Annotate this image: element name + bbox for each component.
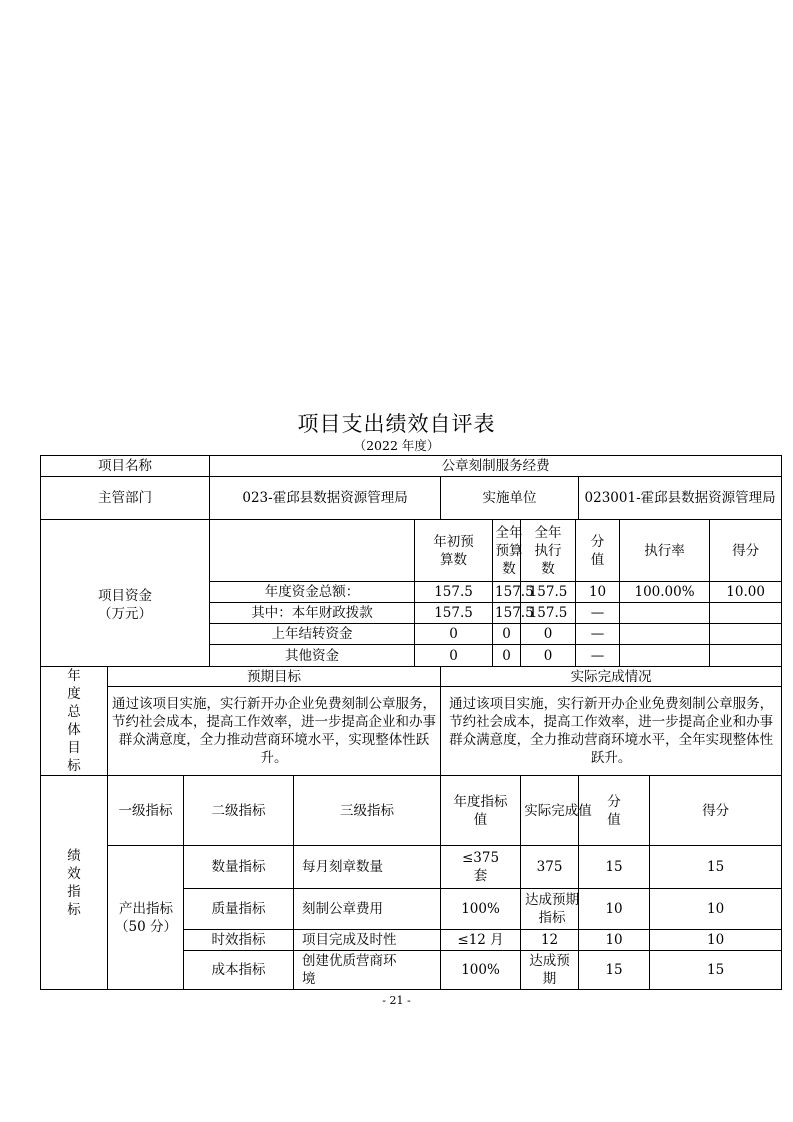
funds-rate-value: [620, 603, 710, 624]
funds-annual-value: 0: [493, 624, 521, 645]
form-subtitle: （2022 年度）: [353, 438, 440, 453]
ind-score-cell: 15: [650, 846, 782, 889]
level1-header: 一级指标: [108, 776, 184, 846]
level3-cell: 项目完成及时性: [294, 930, 441, 951]
funds-exec-value: 0: [521, 624, 576, 645]
funds-row-label: 其他资金: [210, 645, 415, 667]
level3-cell: 刻制公章费用: [294, 889, 441, 930]
funds-exec-value: 157.5: [521, 582, 576, 603]
funds-row-label: 其中：本年财政拨款: [210, 603, 415, 624]
actual-cell: 375: [521, 846, 579, 889]
level3-cell: 创建优质营商环境: [294, 951, 441, 990]
expected-goal-header: 预期目标: [108, 667, 441, 687]
indicator-row: [41, 846, 782, 889]
funds-weight-value: —: [576, 624, 620, 645]
target-cell: ≤12 月: [441, 930, 521, 951]
ind-weight-header: 分值: [579, 776, 650, 846]
funds-initial-value: 0: [415, 645, 493, 667]
funds-score-value: 10.00: [710, 582, 782, 603]
indicators-label: 绩效指标: [41, 776, 108, 990]
exec-rate-header: 执行率: [620, 520, 710, 582]
funds-annual-value: 157.5: [493, 603, 521, 624]
ind-score-header: 得分: [650, 776, 782, 846]
level2-cell: 时效指标: [184, 930, 294, 951]
form-title: 项目支出绩效自评表: [297, 412, 496, 436]
expected-goal-text: 通过该项目实施，实行新开办企业免费刻制公章服务，节约社会成本，提高工作效率，进一步提高企业和办事群众满意度，全力推动营商环境水平，实现整体性跃升。: [108, 687, 441, 776]
funds-weight-value: —: [576, 603, 620, 624]
indicator-header-row: [41, 776, 782, 846]
funds-weight-value: 10: [576, 582, 620, 603]
project-name-label: 项目名称: [41, 456, 210, 477]
ind-weight-cell: 10: [579, 889, 650, 930]
impl-unit-value: 023001-霍邱县数据资源管理局: [579, 477, 782, 520]
funds-score-value: [710, 603, 782, 624]
level2-header: 二级指标: [184, 776, 294, 846]
target-cell: 100%: [441, 889, 521, 930]
funds-blank-header: [210, 520, 415, 582]
funds-rate-value: [620, 624, 710, 645]
actual-header: 实际完成值: [521, 776, 579, 846]
goals-text-row: [41, 687, 782, 776]
level3-header: 三级指标: [294, 776, 441, 846]
funds-score-value: [710, 624, 782, 645]
funds-row-label: 年度资金总额：: [210, 582, 415, 603]
funds-rate-value: 100.00%: [620, 582, 710, 603]
funds-score-value: [710, 645, 782, 667]
ind-weight-cell: 15: [579, 846, 650, 889]
target-header: 年度指标值: [441, 776, 521, 846]
actual-result-text: 通过该项目实施，实行新开办企业免费刻制公章服务，节约社会成本，提高工作效率，进一步提高企业和办事群众满意度，全力推动营商环境水平，全年实现整体性跃升。: [441, 687, 782, 776]
ind-weight-cell: 15: [579, 951, 650, 990]
initial-budget-header: 年初预算数: [415, 520, 493, 582]
annual-budget-header: 全年预算数: [493, 520, 521, 582]
ind-weight-cell: 10: [579, 930, 650, 951]
dept-value: 023-霍邱县数据资源管理局: [210, 477, 441, 520]
dept-row: [41, 477, 782, 520]
level3-cell: 每月刻章数量: [294, 846, 441, 889]
funds-initial-value: 157.5: [415, 603, 493, 624]
target-cell: 100%: [441, 951, 521, 990]
goals-header-row: [41, 667, 782, 687]
impl-unit-label: 实施单位: [441, 477, 579, 520]
funds-annual-value: 0: [493, 645, 521, 667]
score-header: 得分: [710, 520, 782, 582]
funds-exec-value: 0: [521, 645, 576, 667]
output-indicator-label: 产出指标（50 分）: [108, 846, 184, 990]
funds-label: 项目资金（万元）: [41, 520, 210, 667]
level2-cell: 质量指标: [184, 889, 294, 930]
weight-header: 分值: [576, 520, 620, 582]
performance-table: [40, 455, 782, 990]
funds-initial-value: 157.5: [415, 582, 493, 603]
actual-cell: 12: [521, 930, 579, 951]
project-name-value: 公章刻制服务经费: [210, 456, 782, 477]
funds-header-row: [41, 520, 782, 582]
level2-cell: 数量指标: [184, 846, 294, 889]
actual-result-header: 实际完成情况: [441, 667, 782, 687]
funds-annual-value: 157.5: [493, 582, 521, 603]
actual-cell: 达成预期: [521, 951, 579, 990]
dept-label: 主管部门: [41, 477, 210, 520]
funds-row-label: 上年结转资金: [210, 624, 415, 645]
project-name-row: [41, 456, 782, 477]
annual-exec-header: 全年执行数: [521, 520, 576, 582]
annual-goals-label: 年度总体目标: [41, 667, 108, 776]
ind-score-cell: 10: [650, 889, 782, 930]
ind-score-cell: 15: [650, 951, 782, 990]
target-cell: ≤375套: [441, 846, 521, 889]
funds-exec-value: 157.5: [521, 603, 576, 624]
ind-score-cell: 10: [650, 930, 782, 951]
page-number: - 21 -: [382, 994, 411, 1007]
level2-cell: 成本指标: [184, 951, 294, 990]
actual-cell: 达成预期指标: [521, 889, 579, 930]
funds-rate-value: [620, 645, 710, 667]
funds-weight-value: —: [576, 645, 620, 667]
funds-initial-value: 0: [415, 624, 493, 645]
